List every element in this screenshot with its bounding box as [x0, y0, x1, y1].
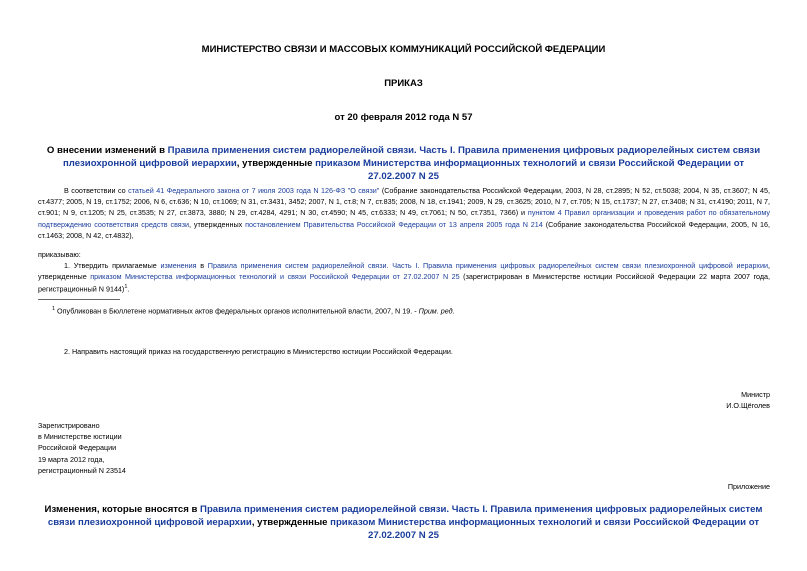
registration-line: регистрационный N 23514 [38, 465, 126, 475]
registration-line: Зарегистрировано [38, 421, 100, 430]
appendix-label: Приложение [727, 482, 770, 491]
footnote-text: Опубликован в Бюллетене нормативных актов федеральных органов исполнительной власти, 2007, N 19. - [55, 306, 419, 316]
appendix-title-middle: , утвержденные [251, 517, 331, 528]
ministry-header: МИНИСТЕРСТВО СВЯЗИ И МАССОВЫХ КОММУНИКАЦИЙ РОССИЙСКОЙ ФЕДЕРАЦИИ [201, 44, 606, 55]
registration-block [38, 420, 126, 476]
order-date-number: от 20 февраля 2012 года N 57 [334, 112, 473, 123]
law-article-link[interactable]: статьей 41 Федерального закона от 7 июля 2003 года N 126-ФЗ "О связи" [128, 186, 380, 195]
item1-order-link[interactable]: приказом Министерства информационных технологий и связи Российской Федерации от 27.02.2007 N 25 [90, 272, 460, 282]
footnote-mark: 1 [52, 306, 56, 312]
title-prefix: О внесении изменений в [46, 145, 168, 156]
title-rules-link[interactable]: Правила применения систем радиорелейной связи. Часть I. Правила применения цифровых радиорелейных систем связи плезиохронной цифровой иерархии [62, 145, 761, 169]
item-1-paragraph [38, 260, 770, 295]
appendix-order-link[interactable]: приказом Министерства информационных технологий и связи Российской Федерации от 27.02.2007 N 25 [330, 517, 760, 541]
signature-name: И.О.Щёголев [726, 401, 770, 410]
title-order-link[interactable]: приказом Министерства информационных технологий и связи Российской Федерации от 27.02.2007 N 25 [315, 158, 745, 182]
preamble-paragraph [38, 185, 770, 241]
preamble-text-1: В соответствии со [64, 186, 129, 195]
item-2-paragraph: 2. Направить настоящий приказ на государственную регистрацию в Министерство юстиции Российской Федерации. [64, 347, 453, 356]
appendix-rules-link[interactable]: Правила применения систем радиорелейной связи. Часть I. Правила применения цифровых радиорелейных систем связи плезиохронной цифровой иерархии [47, 504, 763, 528]
registration-line: в Министерстве юстиции [38, 432, 122, 442]
order-label: ПРИКАЗ [384, 78, 423, 89]
preamble-text-2: (Собрание законодательства Российской Федерации, 2003, N 28, ст.2895; N 52, ст.5038; 2004, N 35, ст.3607; N 45, ст.4377; 2005, N 19, ст.1752; 2006, N 6, ст.636; N 10, ст.1069; N 31, ст.3431, 3452; 2007, N 1, ст.8; N 7, ст.835; 2008, N 18, ст.1941; 2009, N 29, ст.3625; 2010, N 7, ст.705; N 15, ст.1737; N 27, ст.3408; N 31, ст.4190; 2011, N 7, ст.901; N 9, ст.1205; N 25, ст.3535; N 27, ст.3873, 3880; N 29, ст.4284, 4291; N 30, ст.4590; N 45, ст.6333; N 49, ст.7061; N 50, ст.7351, 7366) и [38, 186, 770, 218]
item1-text-2: в [196, 261, 208, 270]
item1-text-3: , утвержденные [38, 261, 770, 282]
order-word: приказываю: [38, 250, 81, 259]
title-middle: , утвержденные [236, 158, 316, 169]
government-decree-link[interactable]: постановлением Правительства Российской Федерации от 13 апреля 2005 года N 214 [245, 219, 543, 229]
changes-link[interactable]: изменения [160, 261, 197, 270]
appendix-title-prefix: Изменения, которые вносятся в [44, 504, 201, 515]
footnote-marker: 1 [124, 284, 128, 291]
appendix-title [40, 503, 767, 542]
registration-line: 19 марта 2012 года, [38, 454, 105, 464]
item1-text-1: 1. Утвердить прилагаемые [64, 261, 161, 270]
preamble-text-4: (Собрание законодательства Российской Федерации, 2005, N 16, ст.1463; 2008, N 42, ст.4832), [38, 219, 770, 240]
footnote-note: Прим. ред. [418, 306, 455, 316]
item1-text-4: (зарегистрирован в Министерстве юстиции Российской Федерации 22 марта 2007 года, регистрационный N 9144) [38, 272, 771, 294]
rules-point-link[interactable]: пунктом 4 Правил организации и проведения работ по обязательному подтверждению соответствия средств связи [38, 208, 770, 229]
preamble-text-3: , утвержденных [189, 219, 246, 229]
registration-line: Российской Федерации [38, 443, 117, 453]
footnote [52, 304, 770, 317]
signature-title: Министр [741, 390, 770, 399]
document-title [40, 144, 767, 183]
item1-text-5: . [127, 284, 130, 294]
item1-rules-link[interactable]: Правила применения систем радиорелейной связи. Часть I. Правила применения цифровых радиорелейных систем связи плезиохронной цифровой иерархии [207, 261, 768, 270]
footnote-divider [38, 299, 120, 300]
